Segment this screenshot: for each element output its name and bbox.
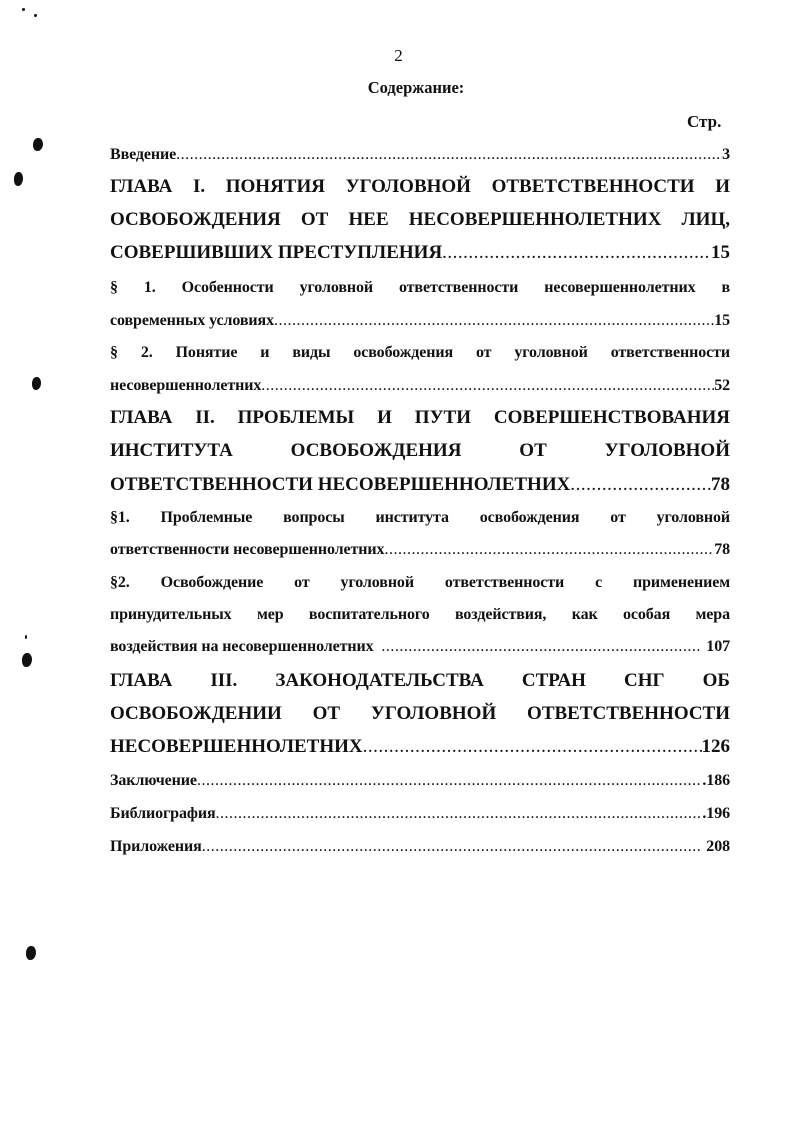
scan-speck [22, 8, 25, 11]
toc-entry-label: ОТВЕТСТВЕННОСТИ НЕСОВЕРШЕННОЛЕТНИХ [110, 474, 571, 495]
dot-leader [384, 541, 714, 559]
toc-entry-label: Введение [110, 146, 177, 163]
toc-chapter-2-line-1: ГЛАВА II. ПРОБЛЕМЫ И ПУТИ СОВЕРШЕНСТВОВАНИЯ [110, 407, 730, 428]
toc-section-2-1-line-1: §1. Проблемные вопросы института освобождения от уголовной [110, 509, 730, 526]
scan-speck [33, 138, 43, 151]
toc-section-2-2-line-2: принудительных мер воспитательного воздействия, как особая мера [110, 606, 730, 623]
toc-entry-label: НЕСОВЕРШЕННОЛЕТНИХ [110, 736, 363, 757]
scan-speck [26, 946, 36, 960]
toc-section-1-2-entry[interactable] [110, 377, 730, 395]
dot-leader [176, 146, 722, 164]
toc-entry-label: воздействия на несовершеннолетних [110, 638, 382, 655]
toc-entry-page: 52 [714, 377, 730, 394]
toc-entry-label: современных условиях [110, 312, 274, 329]
toc-section-2-2-entry[interactable] [110, 638, 730, 656]
toc-chapter-1-line-1: ГЛАВА I. ПОНЯТИЯ УГОЛОВНОЙ ОТВЕТСТВЕННОСТИ И [110, 176, 730, 197]
toc-entry-page: .196 [702, 805, 730, 822]
toc-section-1-1-entry[interactable] [110, 312, 730, 330]
toc-section-1-2-line-1: § 2. Понятие и виды освобождения от уголовной ответственности [110, 344, 730, 361]
scan-speck [25, 635, 27, 639]
toc-entry-introduction[interactable] [110, 146, 730, 164]
toc-entry-label: Заключение [110, 772, 197, 789]
toc-entry-page: .186 [702, 772, 730, 789]
toc-entry-label: СОВЕРШИВШИХ ПРЕСТУПЛЕНИЯ [110, 242, 443, 263]
toc-entry-conclusion[interactable] [110, 772, 730, 790]
toc-entry-label: Приложения [110, 838, 202, 855]
dot-leader [442, 242, 711, 264]
scan-speck [14, 172, 23, 186]
toc-entry-bibliography[interactable] [110, 805, 730, 823]
toc-chapter-3-entry[interactable] [110, 736, 730, 758]
scan-speck [34, 14, 37, 17]
toc-entry-page: 78 [711, 474, 730, 495]
toc-entry-page: 126 [701, 736, 730, 757]
toc-chapter-1-line-2: ОСВОБОЖДЕНИЯ ОТ НЕЕ НЕСОВЕРШЕННОЛЕТНИХ ЛИЦ, [110, 209, 730, 230]
toc-entry-page: 78 [714, 541, 730, 558]
dot-leader [274, 312, 714, 330]
toc-chapter-3-line-1: ГЛАВА III. ЗАКОНОДАТЕЛЬСТВА СТРАН СНГ ОБ [110, 670, 730, 691]
page-title: Содержание: [367, 78, 465, 97]
toc-chapter-2-line-2: ИНСТИТУТА ОСВОБОЖДЕНИЯ ОТ УГОЛОВНОЙ [110, 440, 730, 461]
toc-entry-page: 208 [702, 838, 730, 855]
toc-chapter-1-entry[interactable] [110, 242, 730, 264]
toc-entry-page: 15 [714, 312, 730, 329]
toc-section-1-1-line-1: § 1. Особенности уголовной ответственности несовершеннолетних в [110, 279, 730, 296]
toc-section-2-1-entry[interactable] [110, 541, 730, 559]
toc-entry-appendices[interactable] [110, 838, 730, 856]
toc-chapter-2-entry[interactable] [110, 474, 730, 496]
dot-leader [216, 805, 703, 823]
toc-entry-page: 107 [702, 638, 730, 655]
toc-entry-page: 15 [711, 242, 730, 263]
scan-speck [32, 377, 41, 390]
page-number: 2 [394, 46, 403, 65]
dot-leader [202, 838, 703, 856]
toc-entry-label: несовершеннолетних [110, 377, 262, 394]
toc-entry-label: Библиография [110, 805, 216, 822]
dot-leader [363, 736, 702, 758]
dot-leader [570, 474, 711, 496]
dot-leader [381, 638, 702, 656]
toc-entry-page: 3 [722, 146, 730, 163]
dot-leader [197, 772, 702, 790]
toc-entry-label: ответственности несовершеннолетних [110, 541, 385, 558]
toc-section-2-2-line-1: §2. Освобождение от уголовной ответственности с применением [110, 574, 730, 591]
dot-leader [261, 377, 714, 395]
pages-column-header: Стр. [687, 112, 722, 131]
toc-chapter-3-line-2: ОСВОБОЖДЕНИИ ОТ УГОЛОВНОЙ ОТВЕТСТВЕННОСТИ [110, 703, 730, 724]
scan-speck [22, 653, 32, 667]
